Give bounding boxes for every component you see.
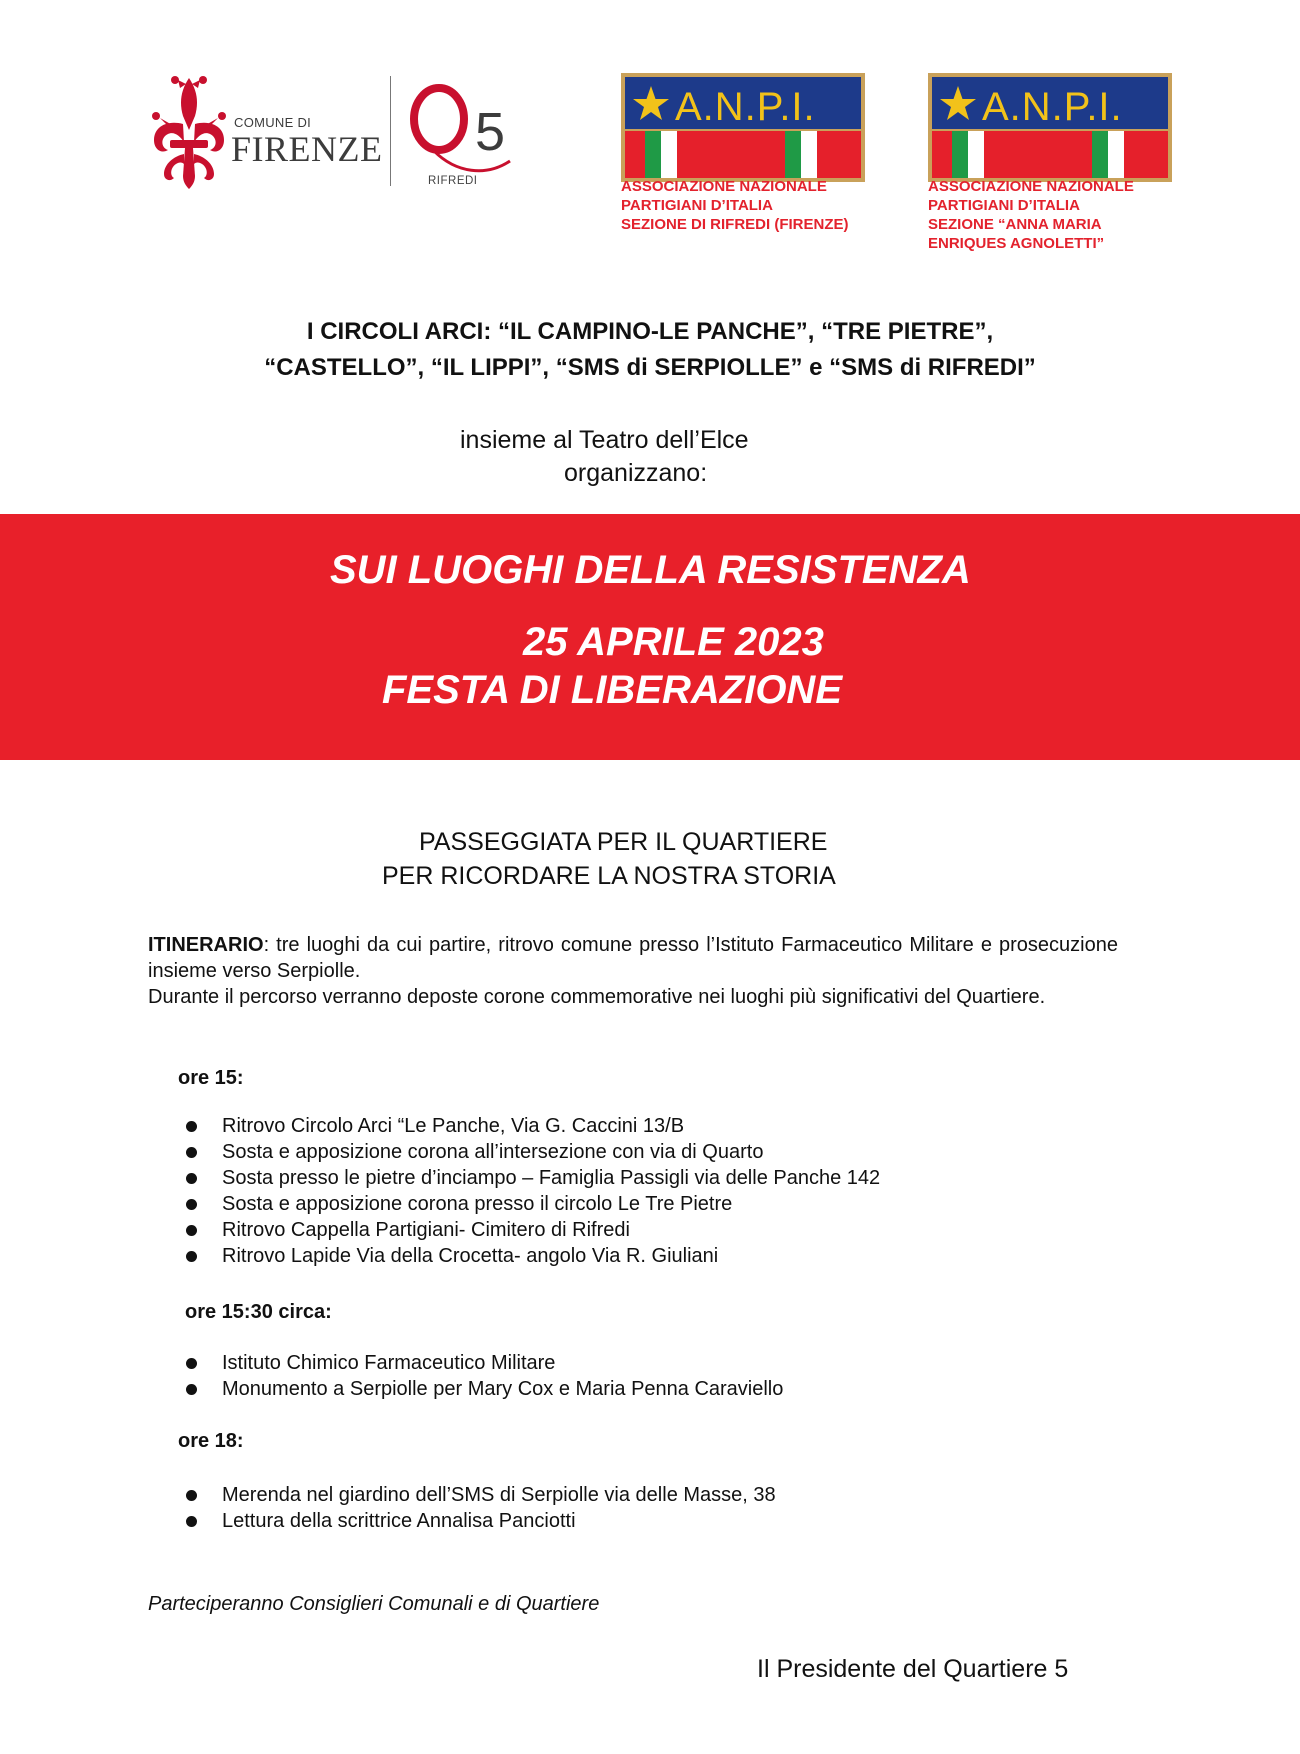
anpi-caption-line: ASSOCIAZIONE NAZIONALE [928, 178, 1134, 195]
bullet-icon [186, 1251, 197, 1262]
time-label: ore 15:30 circa: [185, 1301, 332, 1323]
list-item-text: Merenda nel giardino dell’SMS di Serpiolle via delle Masse, 38 [222, 1484, 776, 1506]
firenze-wordmark: FIRENZE [231, 129, 383, 169]
schedule-list [186, 1113, 880, 1269]
svg-text:A.N.P.I.: A.N.P.I. [982, 85, 1123, 129]
list-item [186, 1217, 880, 1243]
rifredi-label: RIFREDI [428, 175, 478, 187]
list-item [186, 1482, 776, 1508]
walk-line-1: PASSEGGIATA PER IL QUARTIERE [419, 828, 828, 856]
list-item-text: Ritrovo Cappella Partigiani- Cimitero di Rifredi [222, 1219, 630, 1241]
event-subtitle: FESTA DI LIBERAZIONE [382, 668, 842, 712]
list-item [186, 1376, 783, 1402]
list-item-text: Sosta e apposizione corona all’intersezione con via di Quarto [222, 1141, 764, 1163]
logo-divider [390, 76, 391, 186]
bullet-icon [186, 1358, 197, 1369]
anpi-caption [928, 177, 1134, 253]
list-item [186, 1508, 776, 1534]
event-date: 25 APRILE 2023 [523, 620, 824, 664]
schedule-list [186, 1350, 783, 1402]
bullet-icon [186, 1199, 197, 1210]
bullet-icon [186, 1121, 197, 1132]
anpi-caption-line: ENRIQUES AGNOLETTI” [928, 235, 1105, 252]
list-item-text: Monumento a Serpiolle per Mary Cox e Maria Penna Caraviello [222, 1378, 784, 1400]
svg-text:A.N.P.I.: A.N.P.I. [675, 85, 816, 129]
q5-digit: 5 [475, 102, 506, 162]
time-label: ore 15: [178, 1067, 244, 1089]
schedule-list [186, 1482, 776, 1534]
signature: Il Presidente del Quartiere 5 [757, 1655, 1069, 1683]
event-banner [0, 514, 1300, 760]
bullet-icon [186, 1384, 197, 1395]
circoli-line-2: “CASTELLO”, “IL LIPPI”, “SMS di SERPIOLLE” e “SMS di RIFREDI” [264, 354, 1036, 381]
list-item-text: Istituto Chimico Farmaceutico Militare [222, 1352, 556, 1374]
bullet-icon [186, 1516, 197, 1527]
participants-note: Parteciperanno Consiglieri Comunali e di Quartiere [148, 1593, 600, 1615]
circoli-line-1: I CIRCOLI ARCI: “IL CAMPINO-LE PANCHE”, “TRE PIETRE”, [306, 318, 994, 345]
event-title: SUI LUOGHI DELLA RESISTENZA [330, 548, 971, 592]
bullet-icon [186, 1147, 197, 1158]
anpi-caption-line: PARTIGIANI D’ITALIA [621, 197, 773, 214]
comune-di-label: COMUNE DI [234, 115, 312, 130]
florence-lily-icon [148, 76, 230, 191]
list-item [186, 1165, 880, 1191]
intro-line-2: organizzano: [564, 459, 708, 487]
bullet-icon [186, 1173, 197, 1184]
anpi-caption-line: SEZIONE “ANNA MARIA [928, 216, 1102, 233]
list-item-text: Ritrovo Lapide Via della Crocetta- angolo Via R. Giuliani [222, 1245, 719, 1267]
walk-line-2: PER RICORDARE LA NOSTRA STORIA [382, 862, 836, 890]
list-item [186, 1350, 783, 1376]
itinerary-text: : tre luoghi da cui partire, ritrovo comune presso l’Istituto Farmaceutico Militare e prosecuzione insieme verso Serpiolle. [148, 934, 1118, 982]
list-item [186, 1139, 880, 1165]
list-item-text: Lettura della scrittrice Annalisa Panciotti [222, 1510, 576, 1532]
list-item [186, 1243, 880, 1269]
time-label: ore 18: [178, 1430, 244, 1452]
bullet-icon [186, 1225, 197, 1236]
list-item-text: Sosta e apposizione corona presso il circolo Le Tre Pietre [222, 1193, 733, 1215]
list-item [186, 1113, 880, 1139]
anpi-badge-icon [928, 73, 1172, 182]
anpi-caption-line: PARTIGIANI D’ITALIA [928, 197, 1080, 214]
bullet-icon [186, 1490, 197, 1501]
list-item [186, 1191, 880, 1217]
anpi-badge-icon [621, 73, 865, 182]
itinerary-paragraph-2: Durante il percorso verranno deposte corone commemorative nei luoghi più significativi del Quartiere. [148, 986, 1046, 1008]
anpi-caption [621, 177, 849, 234]
q5-mark [406, 81, 516, 186]
comune-firenze-logo [148, 76, 518, 191]
itinerary-paragraph [148, 932, 1118, 984]
anpi-caption-line: SEZIONE DI RIFREDI (FIRENZE) [621, 216, 849, 233]
list-item-text: Ritrovo Circolo Arci “Le Panche, Via G. Caccini 13/B [222, 1115, 685, 1137]
list-item-text: Sosta presso le pietre d’inciampo – Famiglia Passigli via delle Panche 142 [222, 1167, 881, 1189]
itinerary-label: ITINERARIO [148, 934, 264, 956]
intro-line-1: insieme al Teatro dell’Elce [460, 426, 749, 454]
anpi-caption-line: ASSOCIAZIONE NAZIONALE [621, 178, 827, 195]
